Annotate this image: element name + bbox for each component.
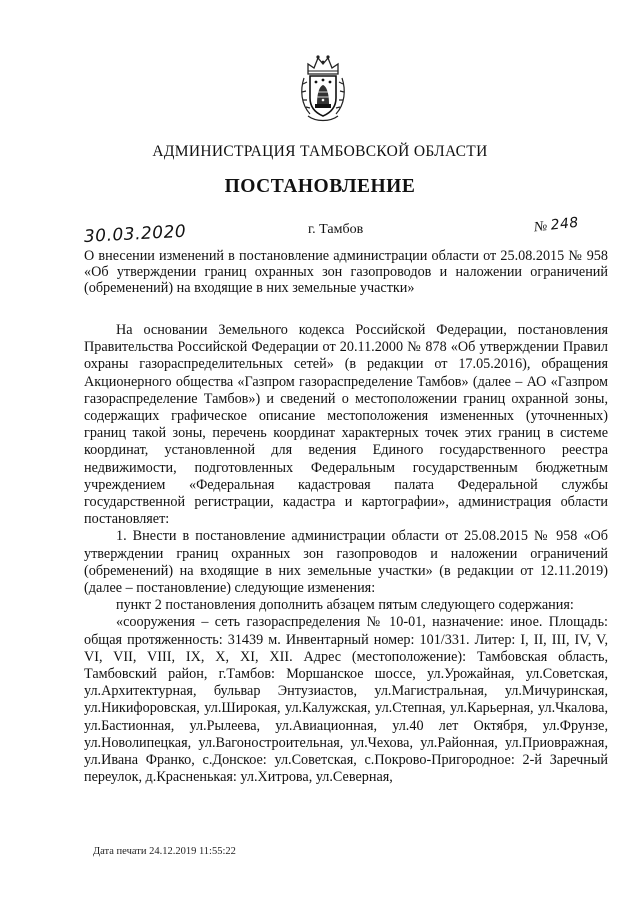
number-value: 248 — [549, 214, 580, 234]
body-paragraph: На основании Земельного кодекса Российской Федерации, постановления Правительства Российской Федерации от 20.11.2000 № 878 «Об утверждении Правил охраны газораспределительных сетей» (в редакции от 17.05.2016), обращения Акционерного общества «Газпром газораспределение Тамбов» (далее – АО «Газпром газораспределение Тамбов») и сведений о местоположении границ охранной зоны, содержащих графическое описание местоположения измененных (уточненных) границ такой зоны, перечень координат характерных точек этих границ в системе координат, установленной для ведения Единого государственного реестра недвижимости, подготовленных Федеральным государственным бюджетным учреждением «Федеральная кадастровая палата Федеральной службы государственной регистрации, кадастра и картографии», администрация области постановляет: — [84, 322, 608, 528]
document-type-title: ПОСТАНОВЛЕНИЕ — [224, 176, 416, 197]
print-date-footer: Дата печати 24.12.2019 11:55:22 — [93, 846, 236, 857]
document-body — [84, 322, 608, 786]
coat-of-arms-emblem — [298, 52, 348, 124]
city-label: г. Тамбов — [308, 222, 364, 237]
organization-name: АДМИНИСТРАЦИЯ ТАМБОВСКОЙ ОБЛАСТИ — [152, 143, 488, 160]
handwritten-date: 30.03.2020 — [83, 221, 187, 247]
body-paragraph: «сооружения – сеть газораспределения № 10-01, назначение: иное. Площадь: общая протяженность: 31439 м. Инвентарный номер: 101/331. Литер: I, II, III, IV, V, VI, VII, VIII, IX, X, XI, XII. Адрес (местоположение): Тамбовская область, Тамбовский район, г.Тамбов: Моршанское шоссе, ул.Урожайная, ул.Советская, ул.Архитектурная, бульвар Энтузиастов, ул.Магистральная, ул.Мичуринская, ул.Никифоровская, ул.Широкая, ул.Калужская, ул.Степная, ул.Карьерная, ул.Чкалова, ул.Бастионная, ул.Рылеева, ул.Авиационная, ул.40 лет Октября, ул.Фрунзе, ул.Новолипецкая, ул.Вагоностроительная, ул.Чехова, ул.Районная, ул.Приовражная, ул.Ивана Франко, с.Донское: ул.Советская, с.Покрово-Пригородное: 2-й Заречный переулок, д.Красненькая: ул.Хитрова, ул.Северная, — [84, 614, 608, 786]
document-subject: О внесении изменений в постановление администрации области от 25.08.2015 № 958 «Об утверждении границ охранных зон газопроводов и наложении ограничений (обременений) на входящие в них земельные участки» — [84, 248, 608, 296]
document-number — [533, 215, 579, 237]
body-paragraph: пункт 2 постановления дополнить абзацем пятым следующего содержания: — [116, 597, 574, 614]
body-paragraph: 1. Внести в постановление администрации области от 25.08.2015 № 958 «Об утверждении границ охранных зон газопроводов и наложении ограничений (обременений) на входящие в них земельные участки» (в редакции от 12.11.2019) (далее – постановление) следующие изменения: — [84, 528, 608, 597]
number-sign: № — [533, 219, 549, 236]
